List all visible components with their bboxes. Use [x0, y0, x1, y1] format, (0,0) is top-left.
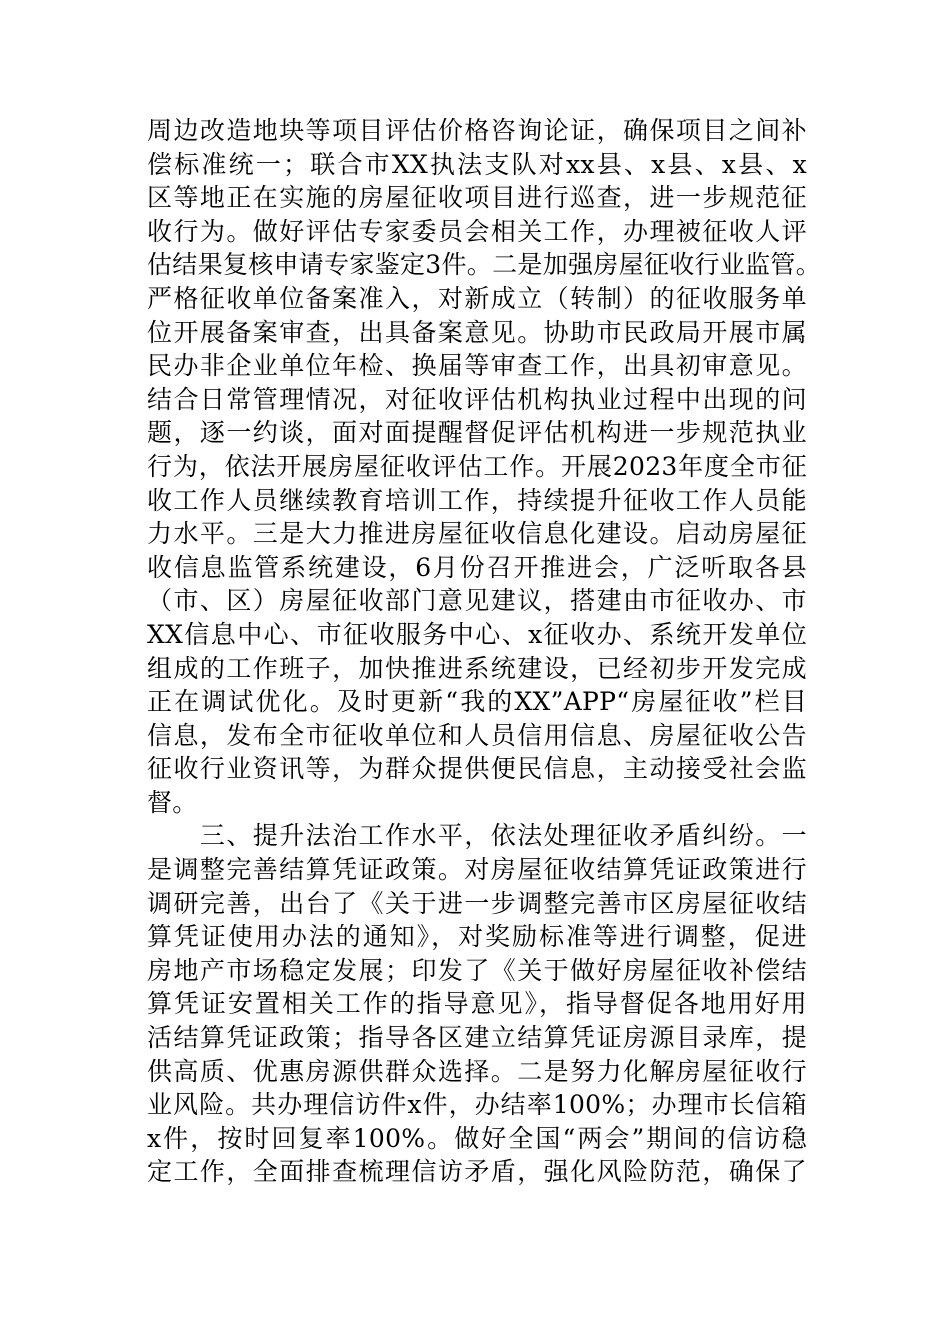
- text-line: 周边改造地块等项目评估价格咨询论证，确保项目之间补: [147, 116, 807, 145]
- text-line: 三、提升法治工作水平，依法处理征收矛盾纠纷。一: [147, 821, 807, 851]
- text-line: 正在调试优化。及时更新“我的XX”APP“房屋征收”栏目: [147, 687, 807, 717]
- body-text: [147, 114, 822, 1189]
- text-line: 偿标准统一；联合市XX执法支队对xx县、x县、x县、x: [147, 149, 807, 179]
- text-line: 信息，发布全市征收单位和人员信用信息、房屋征收公告: [147, 720, 807, 750]
- text-line: 调研完善，出台了《关于进一步调整完善市区房屋征收结: [147, 888, 807, 918]
- text-line: 组成的工作班子，加快推进系统建设，已经初步开发完成: [147, 653, 807, 683]
- text-line: 严格征收单位备案准入，对新成立（转制）的征收服务单: [147, 283, 807, 313]
- text-line: 题，逐一约谈，面对面提醒督促评估机构进一步规范执业: [147, 418, 807, 448]
- text-line: 征收行业资讯等，为群众提供便民信息，主动接受社会监: [147, 754, 807, 784]
- text-line: 督。: [147, 787, 198, 817]
- text-line: 供高质、优惠房源供群众选择。二是努力化解房屋征收行: [147, 1056, 807, 1086]
- text-line: 算凭证安置相关工作的指导意见》，指导督促各地用好用: [147, 989, 807, 1019]
- text-line: 结合日常管理情况，对征收评估机构执业过程中出现的问: [147, 384, 807, 414]
- text-line: 定工作，全面排查梳理信访矛盾，强化风险防范，确保了: [147, 1157, 807, 1187]
- text-line: 力水平。三是大力推进房屋征收信息化建设。启动房屋征: [147, 519, 807, 549]
- text-line: 业风险。共办理信访件x件，办结率100%；办理市长信箱: [147, 1090, 807, 1120]
- text-line: 区等地正在实施的房屋征收项目进行巡查，进一步规范征: [147, 183, 807, 213]
- text-line: 是调整完善结算凭证政策。对房屋征收结算凭证政策进行: [147, 855, 807, 885]
- text-line: 行为，依法开展房屋征收评估工作。开展2023年度全市征: [147, 451, 807, 481]
- text-line: 房地产市场稳定发展；印发了《关于做好房屋征收补偿结: [147, 955, 807, 985]
- text-line: x件，按时回复率100%。做好全国“两会”期间的信访稳: [147, 1123, 807, 1153]
- text-line: 算凭证使用办法的通知》，对奖励标准等进行调整，促进: [147, 922, 807, 952]
- text-line: 收信息监管系统建设，6月份召开推进会，广泛听取各县: [147, 552, 807, 582]
- text-line: 位开展备案审查，出具备案意见。协助市民政局开展市属: [147, 317, 807, 347]
- text-line: XX信息中心、市征收服务中心、x征收办、系统开发单位: [147, 619, 807, 649]
- text-line: （市、区）房屋征收部门意见建议，搭建由市征收办、市: [147, 586, 807, 616]
- text-line: 估结果复核申请专家鉴定3件。二是加强房屋征收行业监管。: [147, 250, 822, 280]
- text-line: 收工作人员继续教育培训工作，持续提升征收工作人员能: [147, 485, 807, 515]
- text-line: 活结算凭证政策；指导各区建立结算凭证房源目录库，提: [147, 1023, 807, 1053]
- text-line: 民办非企业单位年检、换届等审查工作，出具初审意见。: [147, 351, 807, 381]
- text-line: 收行为。做好评估专家委员会相关工作，办理被征收人评: [147, 216, 807, 246]
